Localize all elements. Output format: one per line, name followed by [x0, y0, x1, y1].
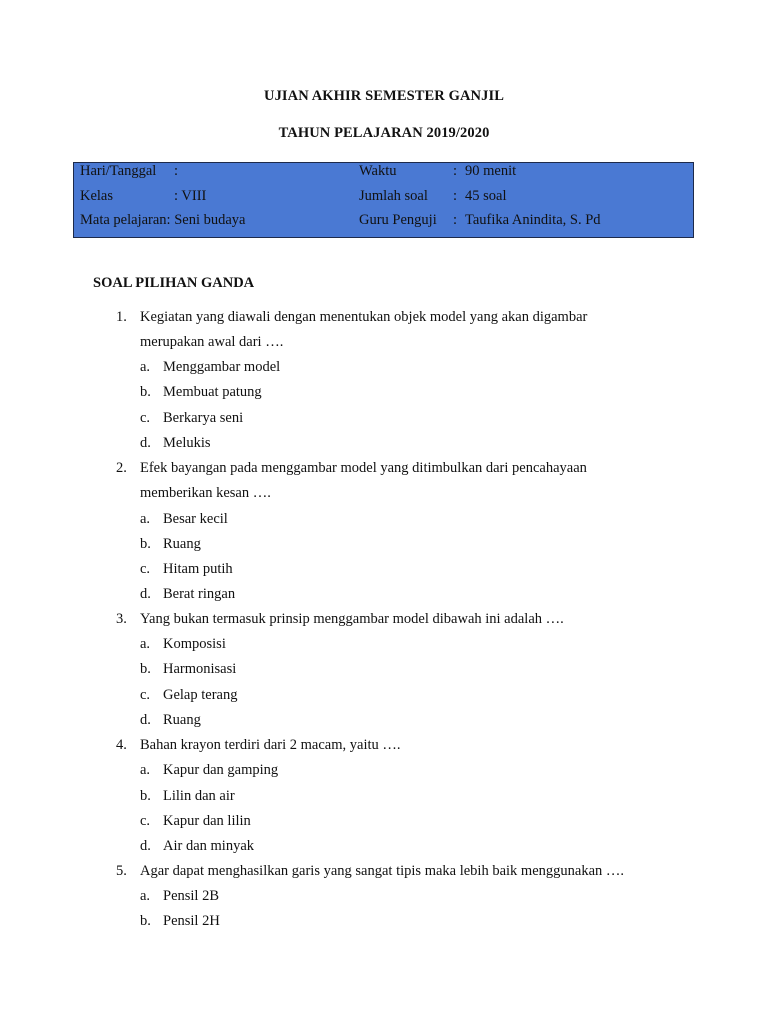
question-count-value: 45 soal — [465, 188, 507, 204]
option-letter: d. — [140, 712, 151, 728]
info-row-date — [74, 163, 693, 187]
option-text: Melukis — [163, 435, 211, 451]
option-letter: c. — [140, 687, 151, 703]
option-letter: d. — [140, 586, 151, 602]
question-text: Bahan krayon terdiri dari 2 macam, yaitu …. — [140, 737, 401, 753]
option-text: Pensil 2H — [163, 913, 220, 929]
question-text: Yang bukan termasuk prinsip menggambar model dibawah ini adalah …. — [140, 611, 564, 627]
option-letter: a. — [140, 762, 151, 778]
time-label: Waktu — [359, 163, 397, 179]
subject-text: Mata pelajaran: Seni budaya — [80, 212, 246, 228]
exam-info-box — [73, 162, 694, 238]
question-text: memberikan kesan …. — [140, 485, 271, 501]
question-number: 1. — [116, 309, 127, 325]
examiner-colon: : — [453, 212, 458, 228]
option-letter: b. — [140, 913, 151, 929]
option-letter: d. — [140, 435, 151, 451]
option-letter: a. — [140, 888, 151, 904]
option-letter: b. — [140, 384, 151, 400]
question-number: 4. — [116, 737, 127, 753]
option-text: Air dan minyak — [163, 838, 255, 854]
date-label: Hari/Tanggal — [80, 163, 157, 179]
exam-title: UJIAN AKHIR SEMESTER GANJIL — [264, 88, 504, 104]
option-text: Gelap terang — [163, 687, 238, 703]
option-letter: a. — [140, 636, 151, 652]
option-text: Komposisi — [163, 636, 226, 652]
option-text: Hitam putih — [163, 561, 233, 577]
option-letter: a. — [140, 359, 151, 375]
option-text: Besar kecil — [163, 511, 228, 527]
question-text: Agar dapat menghasilkan garis yang sangat tipis maka lebih baik menggunakan …. — [140, 863, 625, 879]
option-text: Menggambar model — [163, 359, 281, 375]
option-text: Berkarya seni — [163, 410, 244, 426]
question-text: Kegiatan yang diawali dengan menentukan objek model yang akan digambar — [140, 309, 588, 325]
option-letter: c. — [140, 410, 151, 426]
option-letter: b. — [140, 661, 151, 677]
question-text: merupakan awal dari …. — [140, 334, 284, 350]
option-letter: d. — [140, 838, 151, 854]
section-heading: SOAL PILIHAN GANDA — [93, 275, 255, 291]
option-letter: c. — [140, 813, 151, 829]
question-number: 2. — [116, 460, 127, 476]
option-text: Ruang — [163, 712, 201, 728]
examiner-value: Taufika Anindita, S. Pd — [465, 212, 601, 228]
question-count-label: Jumlah soal — [359, 188, 428, 204]
option-text: Membuat patung — [163, 384, 262, 400]
option-text: Lilin dan air — [163, 788, 235, 804]
option-text: Berat ringan — [163, 586, 236, 602]
class-value: : VIII — [174, 188, 207, 204]
academic-year-title: TAHUN PELAJARAN 2019/2020 — [278, 125, 490, 141]
date-value: : — [174, 163, 179, 179]
time-value: 90 menit — [465, 163, 517, 179]
option-letter: b. — [140, 536, 151, 552]
examiner-label: Guru Penguji — [359, 212, 437, 228]
question-text: Efek bayangan pada menggambar model yang ditimbulkan dari pencahayaan — [140, 460, 587, 476]
option-text: Kapur dan gamping — [163, 762, 279, 778]
info-row-subject — [74, 212, 693, 236]
class-label: Kelas — [80, 188, 114, 204]
question-count-colon: : — [453, 188, 458, 204]
info-row-class — [74, 188, 693, 212]
option-text: Ruang — [163, 536, 201, 552]
option-letter: b. — [140, 788, 151, 804]
question-number: 5. — [116, 863, 127, 879]
option-text: Pensil 2B — [163, 888, 219, 904]
option-letter: a. — [140, 511, 151, 527]
time-colon: : — [453, 163, 458, 179]
question-number: 3. — [116, 611, 127, 627]
option-text: Harmonisasi — [163, 661, 237, 677]
option-letter: c. — [140, 561, 151, 577]
option-text: Kapur dan lilin — [163, 813, 251, 829]
